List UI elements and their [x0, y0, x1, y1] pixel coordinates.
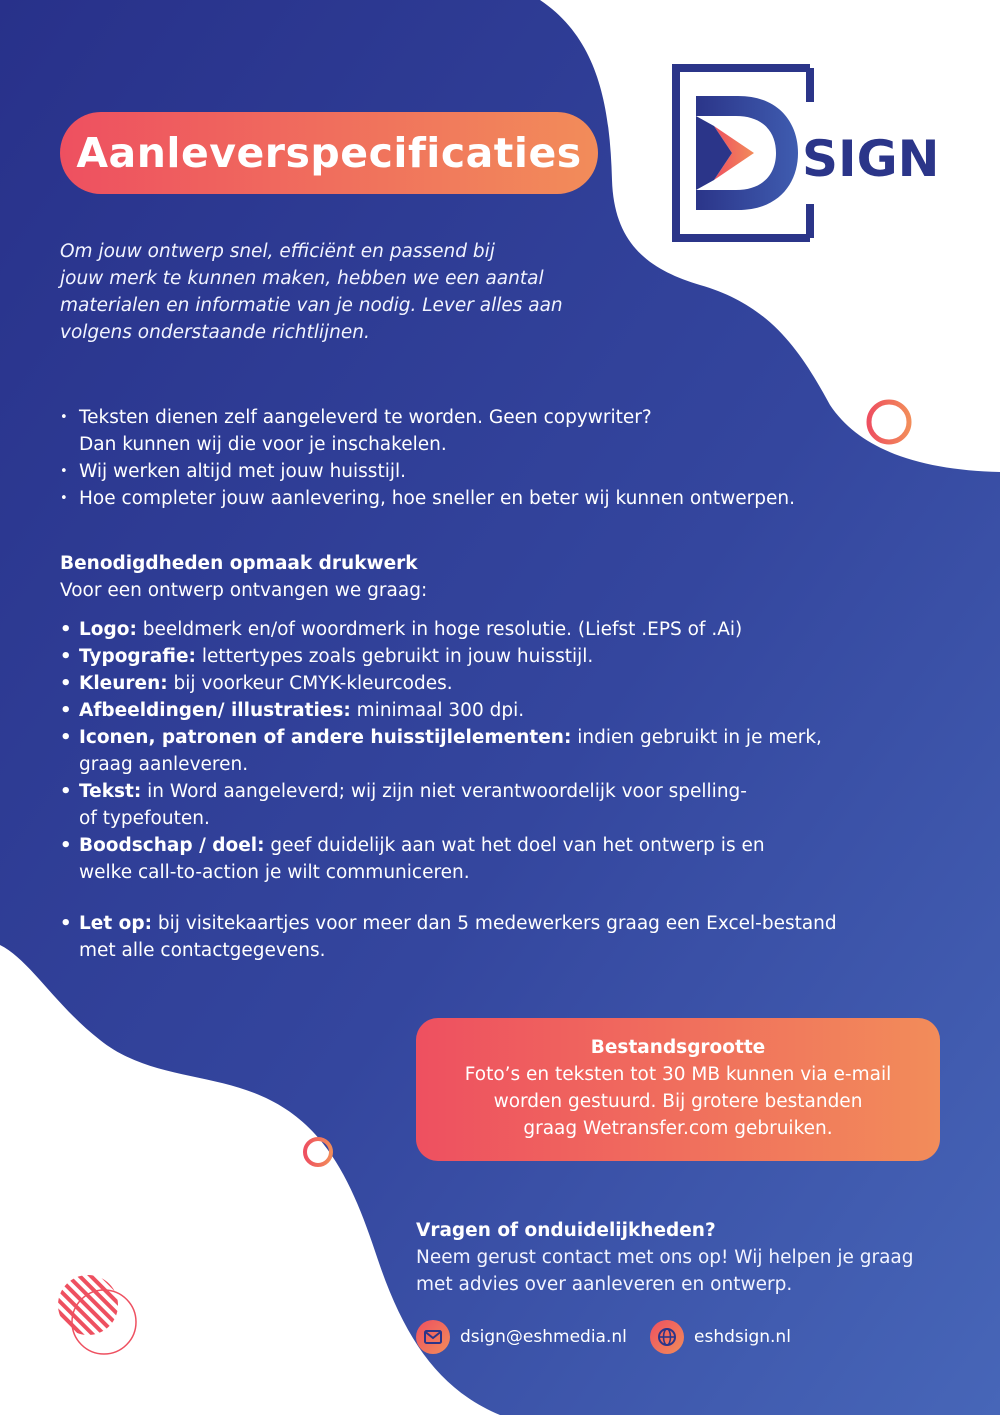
filesize-heading: Bestandsgrootte — [590, 1037, 766, 1058]
list-item: • Afbeeldingen/ illustraties: minimaal 300 dpi. — [60, 697, 940, 724]
list-item: • Kleuren: bij voorkeur CMYK-kleurcodes. — [60, 670, 940, 697]
title-banner — [60, 112, 598, 194]
email-link[interactable]: dsign@eshmedia.nl — [460, 1327, 627, 1347]
filesize-box — [416, 1018, 940, 1161]
list-item: • Typografie: lettertypes zoals gebruikt in jouw huisstijl. — [60, 643, 940, 670]
questions-heading: Vragen of onduidelijkheden? — [416, 1220, 716, 1241]
filesize-line: Foto’s en teksten tot 30 MB kunnen via e-mail — [464, 1064, 892, 1085]
section-heading: Benodigdheden opmaak drukwerk — [60, 553, 418, 574]
list-item: • Hoe completer jouw aanlevering, hoe sneller en beter wij kunnen ontwerpen. — [60, 485, 940, 512]
section-subheading: Voor een ontwerp ontvangen we graag: — [60, 580, 428, 601]
questions-text: Neem gerust contact met ons op! Wij helpen je graag met advies over aanleveren en ontwerp. — [416, 1247, 914, 1295]
website-link[interactable]: eshdsign.nl — [694, 1327, 791, 1347]
list-item: • Let op: bij visitekaartjes voor meer dan 5 medewerkers graag een Excel-bestand met alle contactgegevens. — [60, 910, 940, 964]
list-item: • Tekst: in Word aangeleverd; wij zijn niet verantwoordelijk voor spelling- of typefouten. — [60, 778, 940, 832]
contact-email[interactable] — [416, 1320, 627, 1354]
page-title: Aanleverspecificaties — [76, 129, 582, 177]
filesize-line: worden gestuurd. Bij grotere bestanden — [493, 1091, 863, 1112]
filesize-line: graag Wetransfer.com gebruiken. — [523, 1118, 833, 1139]
intro-text — [60, 238, 640, 346]
contact-website[interactable] — [650, 1320, 791, 1354]
intro-line: jouw merk te kunnen maken, hebben we een aantal — [60, 268, 544, 289]
logo-text: SIGN — [802, 130, 940, 188]
globe-icon — [650, 1320, 684, 1354]
list-item: • Iconen, patronen of andere huisstijlelementen: indien gebruikt in je merk, graag aanleveren. — [60, 724, 940, 778]
list-item: • Boodschap / doel: geef duidelijk aan wat het doel van het ontwerp is en welke call-to-action je wilt communiceren. — [60, 832, 940, 886]
list-item: • Wij werken altijd met jouw huisstijl. — [60, 458, 940, 485]
dsign-logo — [668, 62, 948, 244]
intro-line: materialen en informatie van je nodig. Lever alles aan — [60, 295, 563, 316]
attention-note — [60, 910, 940, 964]
intro-line: volgens onderstaande richtlijnen. — [60, 322, 370, 343]
list-item: • Logo: beeldmerk en/of woordmerk in hoge resolutie. (Liefst .EPS of .Ai) — [60, 616, 940, 643]
intro-line: Om jouw ontwerp snel, efficiënt en passend bij — [60, 241, 495, 262]
requirements-list — [60, 616, 940, 886]
envelope-icon — [416, 1320, 450, 1354]
list-item: • Teksten dienen zelf aangeleverd te worden. Geen copywriter? Dan kunnen wij die voor je inschakelen. — [60, 404, 940, 458]
general-notes-list — [60, 404, 940, 512]
